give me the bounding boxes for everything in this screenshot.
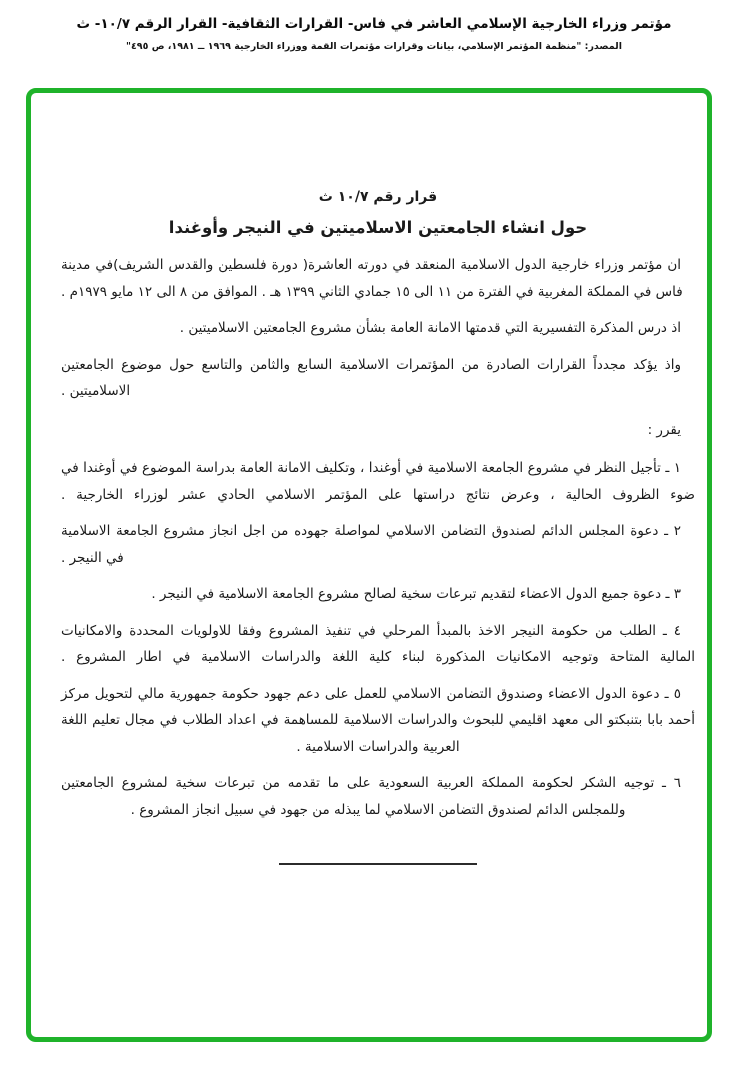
decides-label: يقرر : xyxy=(647,421,681,438)
document-title: حول انشاء الجامعتين الاسلاميتين في النيجر وأوغندا xyxy=(168,218,588,237)
source-citation-header xyxy=(0,14,748,52)
resolution-item-2: ٢ ـ دعوة المجلس الدائم لصندوق التضامن الاسلامي لمواصلة جهوده من اجل انجاز مشروع الجامعة الاسلامية في النيجر . xyxy=(61,523,681,566)
resolution-item-1: ١ ـ تأجيل النظر في مشروع الجامعة الاسلامية في أوغندا ، وتكليف الامانة العامة بدراسة الموضوع في أوغندا في ضوء الظروف الحالية ، وعرض نتائج دراستها على المؤتمر الاسلامي الحادي عشر لوزراء الخارجية . xyxy=(61,460,695,503)
resolution-item-5: ٥ ـ دعوة الدول الاعضاء وصندوق التضامن الاسلامي للعمل على دعم جهود حكومة جمهورية مالي لتحويل مركز أحمد بابا بتنبكتو الى معهد اقليمي للبحوث والدراسات الاسلامية للمساهمة في اعداد الطلاب في مجال تعليم اللغة العربية والدراسات الاسلامية . xyxy=(61,685,695,755)
scanned-document xyxy=(31,93,707,865)
resolution-item-4: ٤ ـ الطلب من حكومة النيجر الاخذ بالمبدأ المرحلي في تنفيذ المشروع وفقا للاولويات المحددة والامكانيات المالية المتاحة وتوجيه الامكانيات المذكورة لبناء كلية اللغة والدراسات الاسلامية في اطار المشروع . xyxy=(61,622,695,665)
preamble-paragraph-1: ان مؤتمر وزراء خارجية الدول الاسلامية المنعقد في دورته العاشرة( دورة فلسطين والقدس الشريف)في مدينة فاس في المملكة المغربية في الفترة من ١١ الى ١٥ جمادي الثاني ١٣٩٩ هـ . الموافق من ٨ الى ١٢ مايو ١٩٧٩م . xyxy=(61,257,683,300)
scanned-document-frame xyxy=(26,88,712,1042)
citation-line-2: المصدر: "منظمة المؤتمر الإسلامي، بيانات وقرارات مؤتمرات القمة ووزراء الخارجية ١٩٦٩ ــ ١٩٨١، ص ٤٩٥" xyxy=(126,41,622,52)
preamble-paragraph-3: واذ يؤكد مجدداً القرارات الصادرة من المؤتمرات الاسلامية السابع والثامن والتاسع حول موضوع الجامعتين الاسلاميتين . xyxy=(61,356,681,399)
citation-line-1: مؤتمر وزراء الخارجية الإسلامي العاشر في فاس- القرارات الثقافية- القرار الرقم ١٠/٧- ث xyxy=(76,16,672,32)
resolution-number: قرار رقم ١٠/٧ ث xyxy=(318,189,438,205)
signature-divider xyxy=(279,863,477,865)
preamble-paragraph-2: اذ درس المذكرة التفسيرية التي قدمتها الامانة العامة بشأن مشروع الجامعتين الاسلاميتين . xyxy=(179,320,681,336)
resolution-item-6: ٦ ـ توجيه الشكر لحكومة المملكة العربية السعودية على ما تقدمه من تبرعات سخية لمشروع الجامعتين وللمجلس الدائم لصندوق التضامن الاسلامي لما يبذله من جهود في سبيل انجاز المشروع . xyxy=(61,775,681,818)
resolution-item-3: ٣ ـ دعوة جميع الدول الاعضاء لتقديم تبرعات سخية لصالح مشروع الجامعة الاسلامية في النيجر . xyxy=(151,586,681,602)
